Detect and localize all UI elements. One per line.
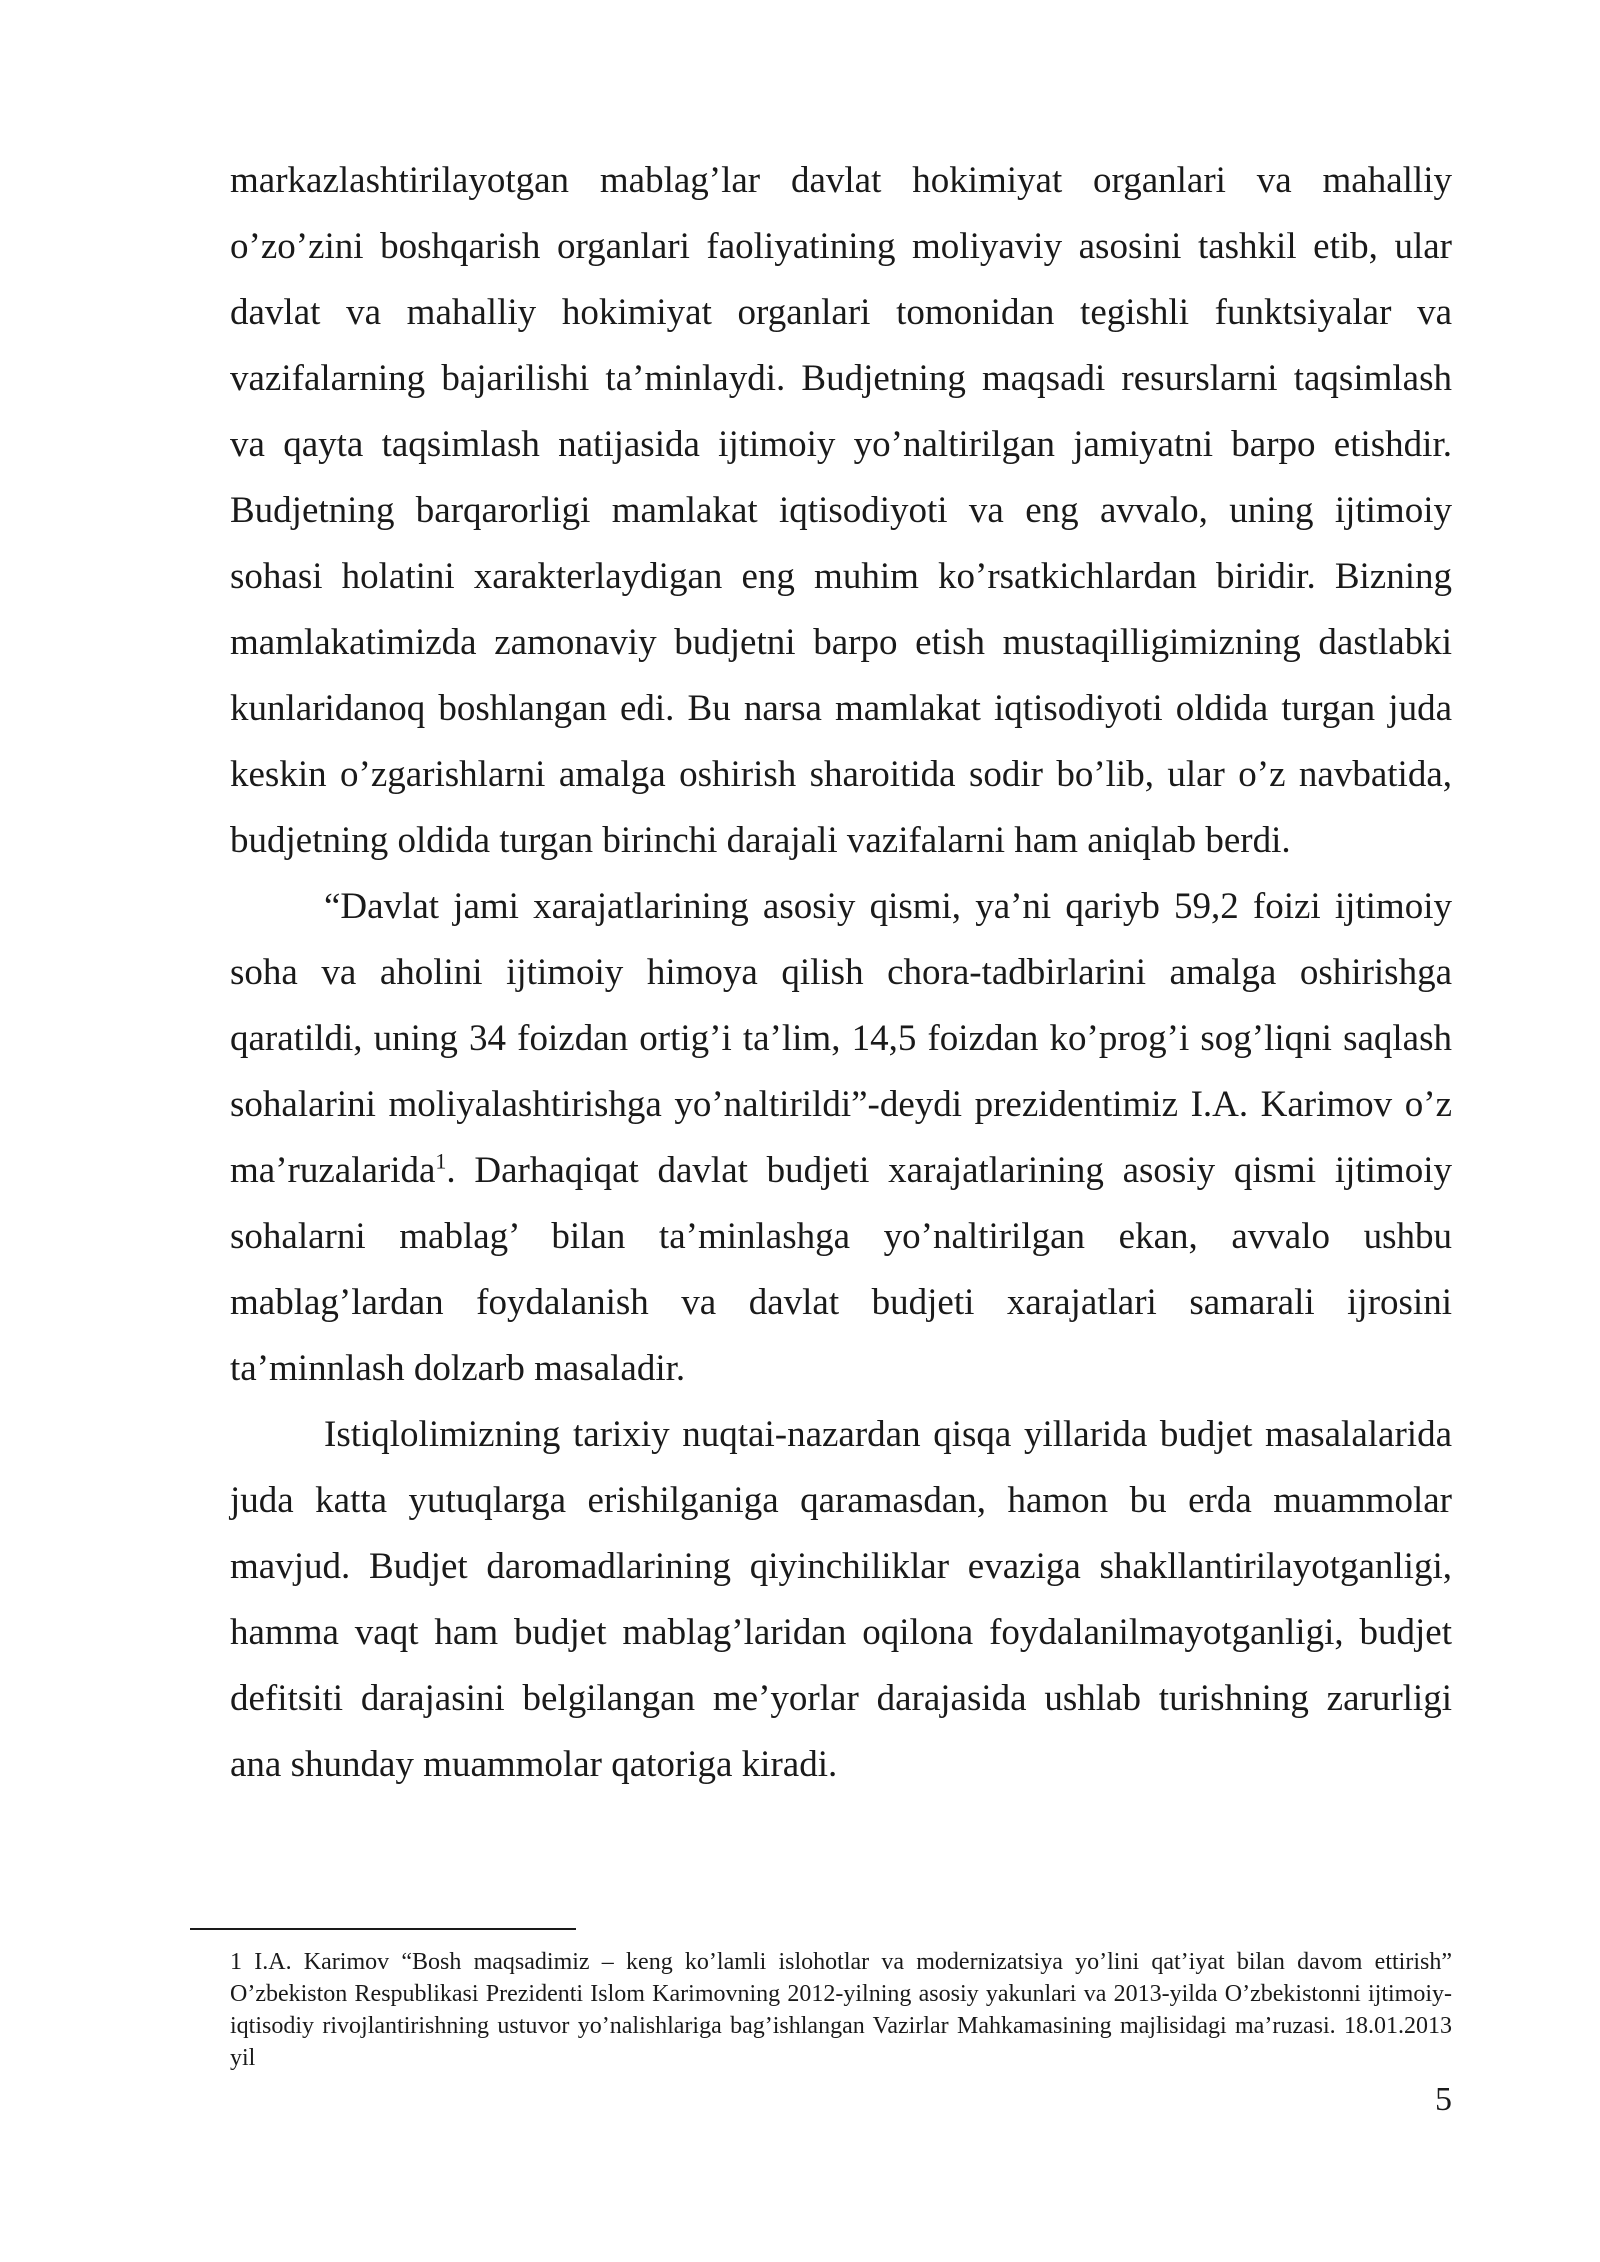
footnote: 1 I.A. Karimov “Bosh maqsadimiz – keng ko’lamli islohotlar va modernizatsiya yo’lini qat’iyat bilan davom ettirish” O’zbekiston Respublikasi Prezidenti Islom Karimovning 2012-yilning asosiy yakunlari va 2013-yilda O’zbekistonni ijtimoiy-iqtisodiy rivojlantirishning ustuvor yo’nalishlariga bag’ishlangan Vazirlar Mahkamasining majlisidagi ma’ruzasi. 18.01.2013 yil [230, 1949, 1452, 2071]
paragraph-1 [230, 148, 1452, 874]
paragraph-2-text-end: . Darhaqiqat davlat budjeti xarajatlarining asosiy qismi ijtimoiy sohalarni mablag’ bilan ta’minlashga yo’naltirilgan ekan, avvalo ushbu mablag’lardan foydalanish va davlat budjeti xarajatlari samarali ijrosini ta’minnlash dolzarb masaladir. [230, 1150, 1452, 1389]
page-number: 5 [1435, 2081, 1452, 2118]
paragraph-3 [230, 1402, 1452, 1798]
footnote-separator [190, 1928, 576, 1930]
paragraph-2 [230, 874, 1452, 1402]
body-text [230, 148, 1452, 1798]
paragraph-1-text: markazlashtirilayotgan mablag’lar davlat hokimiyat organlari va mahalliy o’zo’zini boshqarish organlari faoliyatining moliyaviy asosini tashkil etib, ular davlat va mahalliy hokimiyat organlari tomonidan tegishli funktsiyalar va vazifalarning bajarilishi ta’minlaydi. Budjetning maqsadi resurslarni taqsimlash va qayta taqsimlash natijasida ijtimoiy yo’naltirilgan jamiyatni barpo etishdir. Budjetning barqarorligi mamlakat iqtisodiyoti va eng avvalo, uning ijtimoiy sohasi holatini xarakterlaydigan eng muhim ko’rsatkichlardan biridir. Bizning mamlakatimizda zamonaviy budjetni barpo etish mustaqilligimizning dastlabki kunlaridanoq boshlangan edi. Bu narsa mamlakat iqtisodiyoti oldida turgan juda keskin o’zgarishlarni amalga oshirish sharoitida sodir bo’lib, ular o’z navbatida, budjetning oldida turgan birinchi darajali vazifalarni ham aniqlab berdi. [230, 160, 1452, 861]
paragraph-3-text: Istiqlolimizning tarixiy nuqtai-nazardan qisqa yillarida budjet masalalarida juda katta yutuqlarga erishilganiga qaramasdan, hamon bu erda muammolar mavjud. Budjet daromadlarining qiyinchiliklar evaziga shakllantirilayotganligi, hamma vaqt ham budjet mablag’laridan oqilona foydalanilmayotganligi, budjet defitsiti darajasini belgilangan me’yorlar darajasida ushlab turishning zarurligi ana shunday muammolar qatoriga kiradi. [230, 1414, 1452, 1785]
paragraph-2-text-start: “Davlat jami xarajatlarining asosiy qismi, ya’ni qariyb 59,2 foizi ijtimoiy soha va aholini ijtimoiy himoya qilish chora-tadbirlarini amalga oshirishga qaratildi, uning 34 foizdan ortig’i ta’lim, 14,5 foizdan ko’prog’i sog’liqni saqlash sohalarini moliyalashtirishga yo’naltirildi”-deydi prezidentimiz I.A. Karimov o’z ma’ruzalarida [230, 886, 1452, 1191]
footnote-reference[interactable]: 1 [435, 1148, 447, 1174]
